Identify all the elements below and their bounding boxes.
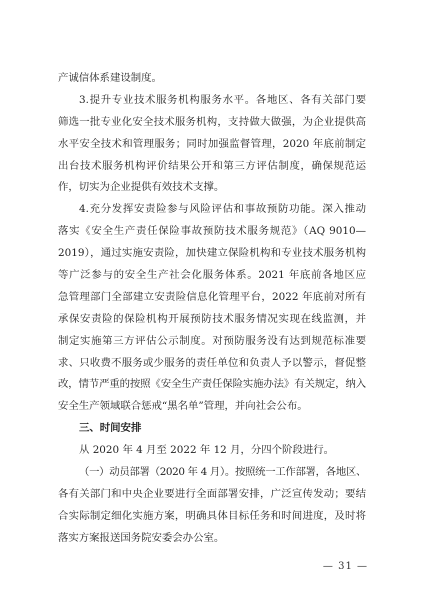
item-heading: 3.提升专业技术服务机构服务水平。 (79, 93, 256, 106)
line-text: 落实《安全生产责任保险事故预防技术服务规范》（AQ 9010— (58, 225, 366, 238)
section-heading: 三、时间安排 (79, 422, 142, 435)
text-line (58, 484, 366, 506)
line-text: 深入推动 (322, 203, 366, 216)
line-text: 各地区、各有关部门要 (255, 93, 366, 106)
text-line (58, 396, 366, 418)
line-text: 按照统一工作部署，各地区、 (234, 466, 366, 479)
line-text: 承保安责险的保险机构开展预防技术服务情况实现在线监测，并 (58, 312, 366, 325)
text-line (58, 528, 366, 550)
stage-1-first-line (58, 462, 366, 484)
text-line (58, 68, 366, 90)
text-line (58, 506, 366, 528)
text-line (58, 221, 366, 243)
item-4-first-line (58, 199, 366, 221)
line-text: 求、只收费不服务或少服务的责任单位和负责人予以警示，督促整 (58, 356, 366, 369)
text-line (58, 287, 366, 309)
line-text: 急管理部门全部建立安责险信息化管理平台，2022 年底前对所有 (58, 290, 366, 303)
line-text: 产诚信体系建设制度。 (58, 72, 162, 84)
text-line (58, 353, 366, 375)
stage-heading: （一）动员部署（2020 年 4 月）。 (79, 466, 235, 479)
text-line (58, 265, 366, 287)
line-text: 制定实施第三方评估公示制度。对预防服务没有达到规范标准要 (58, 334, 366, 347)
text-line (58, 134, 366, 156)
text-line (58, 331, 366, 353)
line-text: 合实际制定细化实施方案，明确具体目标任务和时间进度，及时将 (58, 509, 366, 522)
line-text: 改，情节严重的按照《安全生产责任保险实施办法》有关规定，纳入 (58, 378, 366, 391)
body-text (58, 68, 366, 550)
item-heading: 4.充分发挥安责险参与风险评估和事故预防功能。 (79, 203, 323, 216)
section-intro-line (58, 440, 366, 462)
line-text: 等广泛参与的安全生产社会化服务体系。2021 年底前各地区应 (58, 269, 366, 282)
line-text: 筛选一批专业化安全技术服务机构，支持做大做强，为企业提供高 (58, 115, 366, 128)
item-3-first-line (58, 90, 366, 112)
text-line (58, 112, 366, 134)
page-number: — 31 — (322, 561, 368, 572)
text-line (58, 374, 366, 396)
text-line (58, 177, 366, 199)
line-text: 落实方案报送国务院安委会办公室。 (58, 531, 225, 544)
line-text: 水平安全技术和管理服务；同时加强监督管理，2020 年底前制定 (58, 137, 366, 150)
line-text: 安全生产领域联合惩戒“黑名单”管理，并向社会公布。 (58, 400, 308, 413)
line-text: 从 2020 年 4 月至 2022 年 12 月，分四个阶段进行。 (79, 444, 335, 457)
line-text: 出台技术服务机构评价结果公开和第三方评估制度，确保规范运 (58, 159, 366, 172)
line-text: 2019），通过实施安责险，加快建立保险机构和专业技术服务机构 (58, 247, 366, 260)
line-text: 作，切实为企业提供有效技术支撑。 (58, 181, 225, 194)
text-line (58, 309, 366, 331)
text-line (58, 156, 366, 178)
line-text: 各有关部门和中央企业要进行全面部署安排，广泛宣传发动；要结 (58, 487, 366, 500)
section-heading-line (58, 418, 366, 440)
text-line (58, 243, 366, 265)
